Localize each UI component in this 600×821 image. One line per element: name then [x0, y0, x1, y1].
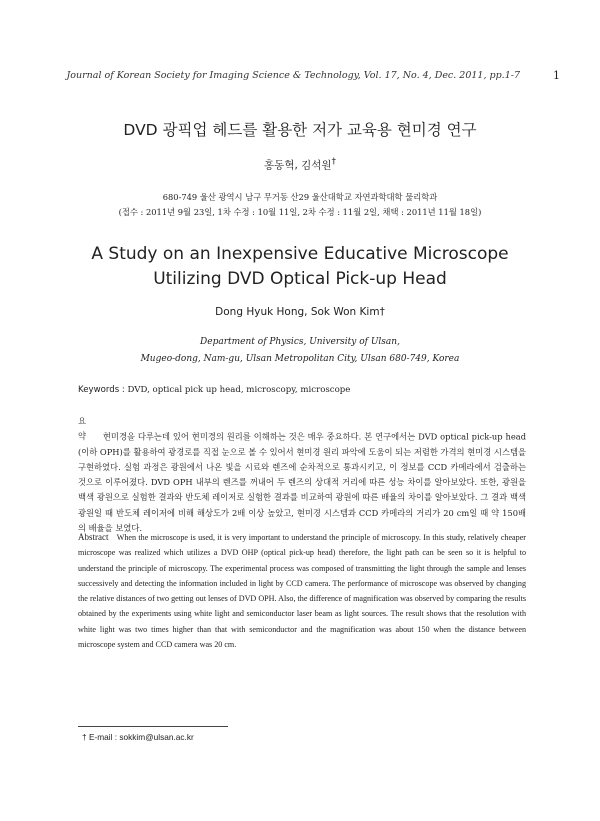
- corresponding-dagger: †: [331, 157, 336, 167]
- english-abstract: [78, 530, 526, 652]
- korean-affiliation: 680-749 울산 광역시 남구 무거동 산29 울산대학교 자연과학대학 물리학과: [162, 192, 438, 202]
- corresponding-dagger-en: †: [379, 306, 385, 318]
- english-author-names: Dong Hyuk Hong, Sok Won Kim: [215, 306, 380, 318]
- keywords-list: DVD, optical pick up head, microscopy, microscope: [127, 385, 351, 395]
- english-abstract-text: When the microscope is used, it is very important to understand the principle of microscopy. In this study, relatively cheaper microscope was realized which utilizes a DVD OHP (optical pick-up head) therefore, the light path can be seen so it is helpful to understand the principle of microscopy. The experimental process was composed of transmitting the light through the sample and lenses successively and detecting the information included in light by CCD camera. The performance of microscope was observed by changing the relative distances of two getting out lenses of DVD OPH. Also, the difference of magnification was observed by comparing the results obtained by the experiments using white light and semiconductor laser beam as light sources. The result shows that the resolution with white light was two times higher than that with semiconductor and the magnification was about 150 when the distance between microscope system and CCD camera was 20 cm.: [78, 533, 526, 650]
- english-title-line-2: Utilizing DVD Optical Pick-up Head: [153, 269, 447, 289]
- footnote-rule: [78, 726, 228, 727]
- journal-citation: Journal of Korean Society for Imaging Science & Technology, Vol. 17, No. 4, Dec. 2011, pp.1-7: [66, 70, 520, 81]
- keywords: [78, 385, 538, 395]
- korean-abstract-text: 현미경을 다루는데 있어 현미경의 원리를 이해하는 것은 매우 중요하다. 본 연구에서는 DVD optical pick-up head (이하 OPH)를 활용하여 광경로를 직접 눈으로 볼 수 있어서 현미경 원리 파악에 도움이 되는 저렴한 가격의 현미경 시스템을 구현하였다. 실험 과정은 광원에서 나온 빛을 시료와 렌즈에 순차적으로 통과시키고, 이 정보를 CCD 카메라에서 검출하는 것으로 이루어졌다. DVD OPH 내부의 렌즈를 꺼내어 두 렌즈의 상대적 거리에 따른 성능 차이를 알아보았다. 또한, 광원을 백색 광원으로 실험한 결과와 반도체 레이저로 실험한 결과를 비교하여 광원에 따른 배율의 차이를 알아보았다. 그 결과 백색 광원일 때 반도체 레이저에 비해 해상도가 2배 이상 높았고, 현미경 시스템과 CCD 카메라의 거리가 20 cm일 때 약 150배의 배율을 보였다.: [78, 431, 527, 534]
- english-title: [0, 242, 600, 292]
- page-number: 1: [553, 69, 560, 82]
- submission-dates: (접수 : 2011년 9월 23일, 1차 수정 : 10월 11일, 2차 수정 : 11월 2일, 채택 : 2011년 11월 18일): [118, 207, 482, 217]
- english-affiliation-line-1: Department of Physics, University of Ulsan,: [200, 337, 400, 347]
- korean-abstract: [78, 414, 526, 536]
- keywords-label: Keywords :: [78, 385, 125, 395]
- english-affiliation: [0, 334, 600, 368]
- english-abstract-label: Abstract: [78, 532, 109, 542]
- korean-title: DVD 광픽업 헤드를 활용한 저가 교육용 현미경 연구: [123, 121, 477, 139]
- korean-abstract-label: 요 약: [78, 416, 91, 442]
- footnote-label: E-mail :: [88, 732, 118, 742]
- footnote: [82, 732, 194, 742]
- english-title-line-1: A Study on an Inexpensive Educative Microscope: [91, 244, 509, 264]
- footnote-dagger: †: [82, 732, 87, 742]
- korean-authors: [0, 157, 600, 173]
- footnote-email[interactable]: sokkim@ulsan.ac.kr: [119, 732, 194, 742]
- korean-author-names: 홍동혁, 김석원: [264, 159, 332, 172]
- running-header: [40, 70, 560, 86]
- english-affiliation-line-2: Mugeo-dong, Nam-gu, Ulsan Metropolitan City, Ulsan 680-749, Korea: [140, 354, 460, 364]
- english-authors: [0, 306, 600, 318]
